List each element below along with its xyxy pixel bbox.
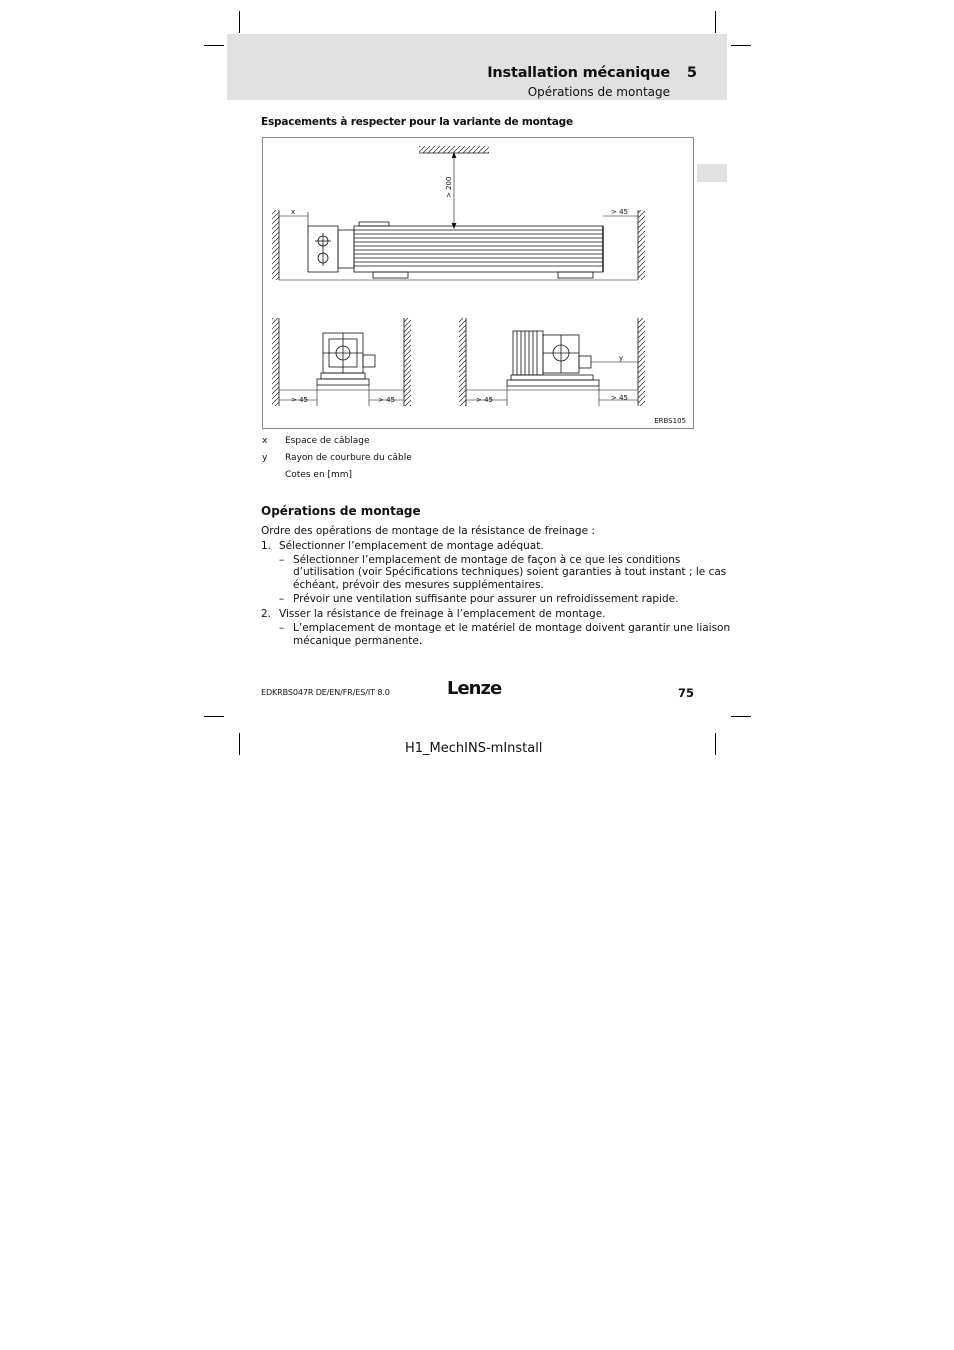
bullet-text: d’utilisation (voir Spécifications techniques) soient garanties à tout instant ; le cas <box>293 566 727 578</box>
dim-x-label: x <box>291 208 296 216</box>
bullet-text: Sélectionner l’emplacement de montage de façon à ce que les conditions <box>293 554 681 566</box>
chapter-subtitle: Opérations de montage <box>527 85 670 99</box>
lenze-logo: Lenze <box>447 678 502 699</box>
crop-mark <box>731 716 751 717</box>
header-band <box>227 34 727 100</box>
page-number: 75 <box>678 686 695 700</box>
chapter-title: Installation mécanique <box>487 65 670 81</box>
mounting-clearance-drawing <box>263 138 693 428</box>
crop-mark <box>731 45 751 46</box>
crop-mark <box>239 733 240 755</box>
dim-bl-right-label: > 45 <box>378 396 395 404</box>
dim-top-label: > 200 <box>445 176 453 198</box>
crop-mark <box>239 11 240 33</box>
bullet-text: L’emplacement de montage et le matériel de montage doivent garantir une liaison <box>293 622 731 634</box>
step-text: Sélectionner l’emplacement de montage adéquat. <box>279 540 544 552</box>
bullet-text: échéant, prévoir des mesures supplémentaires. <box>293 579 544 591</box>
bullet-dash: – <box>279 554 285 566</box>
figure-title: Espacements à respecter pour la variante de montage <box>261 116 573 128</box>
step-number: 1. <box>261 540 272 552</box>
legend-text: Cotes en [mm] <box>285 470 353 480</box>
bottom-label: H1_MechINS-mInstall <box>405 741 543 756</box>
legend-key: x <box>262 436 268 446</box>
bullet-dash: – <box>279 593 285 605</box>
chapter-number: 5 <box>686 65 697 81</box>
figure-id: ERBS105 <box>654 417 686 425</box>
dim-y-label: y <box>619 354 624 362</box>
legend-text: Rayon de courbure du câble <box>285 453 412 463</box>
footer-docref: EDKRBS047R DE/EN/FR/ES/IT 8.0 <box>261 688 390 697</box>
crop-mark <box>204 716 224 717</box>
intro-text: Ordre des opérations de montage de la résistance de freinage : <box>261 525 595 537</box>
dim-br-left-label: > 45 <box>476 396 493 404</box>
dim-br-right-label: > 45 <box>611 394 628 402</box>
crop-mark <box>715 11 716 33</box>
step-text: Visser la résistance de freinage à l’emplacement de montage. <box>279 608 606 620</box>
bullet-text: Prévoir une ventilation suffisante pour assurer un refroidissement rapide. <box>293 593 679 605</box>
legend-text: Espace de câblage <box>285 436 370 446</box>
bullet-dash: – <box>279 622 285 634</box>
dim-bl-left-label: > 45 <box>291 396 308 404</box>
figure-frame <box>262 137 694 429</box>
step-number: 2. <box>261 608 272 620</box>
crop-mark <box>204 45 224 46</box>
legend-key: y <box>262 453 268 463</box>
crop-mark <box>715 733 716 755</box>
chapter-side-tab <box>697 164 727 182</box>
dim-right-top-label: > 45 <box>611 208 628 216</box>
section-heading: Opérations de montage <box>261 504 421 518</box>
bullet-text: mécanique permanente. <box>293 635 423 647</box>
